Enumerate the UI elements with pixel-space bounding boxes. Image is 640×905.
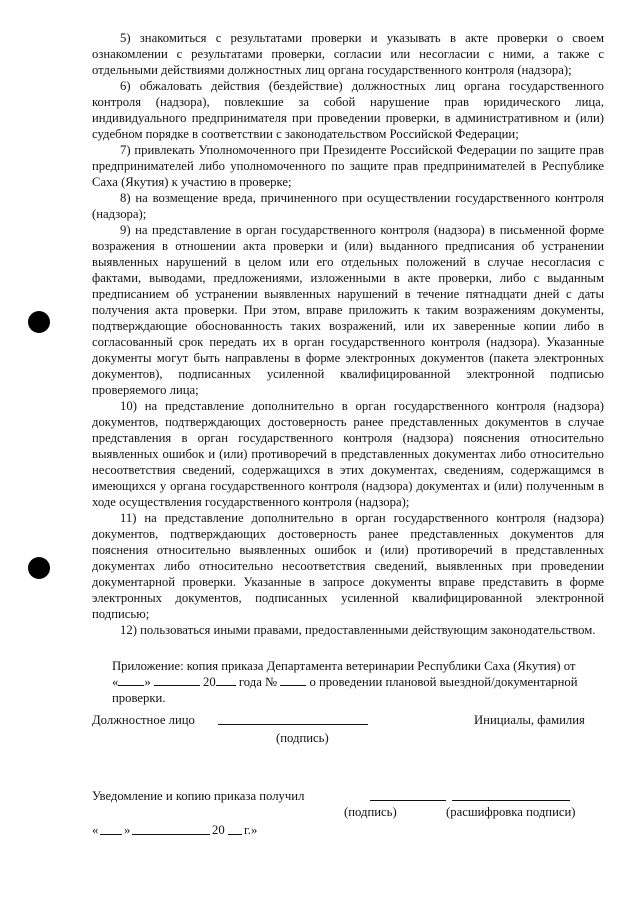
date-year-suffix: г.» xyxy=(244,823,258,837)
rights-item-12: 12) пользоваться иными правами, предоставленными действующим законодательством. xyxy=(120,623,596,637)
receipt-decoding-line xyxy=(452,788,570,801)
receipt-label: Уведомление и копию приказа получил xyxy=(92,789,305,803)
appendix-line-2: « » 20 года № о проведении плановой выездной/документарной xyxy=(112,675,578,689)
date-year-prefix: 20 xyxy=(212,823,225,837)
signature-caption: (подпись) xyxy=(276,731,329,745)
hole-punch xyxy=(28,557,50,579)
year-blank xyxy=(216,674,236,686)
rights-item-6: 6) обжаловать действия (бездействие) должностных лиц органа государственного контроля (надзора), повлекшие за собой нарушение прав юридического лица, индивидуального предпринимателя при проведении проверки, в административном и (или) судебном порядке в соответствии с законодательством Российской Федерации; xyxy=(92,79,604,141)
rights-item-9: 9) на представление в орган государственного контроля (надзора) в письменной форме возражения в отношении акта проверки и (или) выданного предписания об устранении выявленных нарушений в целом или его отдельных положений в случае несогласия с фактами, выводами, предложениями, изложенными в акте проверки, либо с выданным предписанием об устранении выявленных нарушений в течение пятнадцати дней с даты получения акта проверки. При этом, вправе приложить к таким возражениям документы, подтверждающие обоснованность таких возражений, или их заверенные копии либо в согласованный срок передать их в орган государственного контроля (надзора). Указанные документы могут быть направлены в форме электронных документов (пакета электронных документов), подписанных усиленной квалифицированной электронной подписью проверяемого лица; xyxy=(92,223,604,397)
receipt-decoding-caption: (расшифровка подписи) xyxy=(446,805,576,819)
initials-label: Инициалы, фамилия xyxy=(474,713,585,727)
official-label: Должностное лицо xyxy=(92,713,195,727)
official-signature-line xyxy=(218,712,368,725)
rights-item-10: 10) на представление дополнительно в орган государственного контроля (надзора) документов, подтверждающих достоверность ранее представленных документов в случае представления в орган государственного контроля (надзора) пояснения относительно выявленных ошибок и (или) противоречий в представленных документах либо относительно несоответствия сведений, содержащихся в этих документах, сведениям, содержащимся в имеющихся у органа государственного контроля (надзора) документах и (или) полученным в ходе осуществления государственного контроля (надзора); xyxy=(92,399,604,509)
rights-item-5: 5) знакомиться с результатами проверки и указывать в акте проверки о своем ознакомлении с результатами проверки, согласии или несогласии с ними, а также с отдельными действиями должностных лиц органа государственного контроля (надзора); xyxy=(92,31,604,77)
day-blank xyxy=(118,674,144,686)
receipt-signature-caption: (подпись) xyxy=(344,805,397,819)
date-month-blank xyxy=(132,822,210,835)
rights-item-7: 7) привлекать Уполномоченного при Президенте Российской Федерации по защите прав предпринимателей либо уполномоченного по защите прав предпринимателей в Республике Саха (Якутия) к участию в проверке; xyxy=(92,143,604,189)
hole-punch xyxy=(28,311,50,333)
order-number-blank xyxy=(280,674,306,686)
appendix-note xyxy=(92,658,604,706)
rights-item-8: 8) на возмещение вреда, причиненного при осуществлении государственного контроля (надзора); xyxy=(92,191,604,221)
date-close-quote: » xyxy=(124,823,131,837)
rights-item-11: 11) на представление дополнительно в орган государственного контроля (надзора) документов, подтверждающих достоверность ранее представленных документов для пояснения относительно выявленных ошибок и (или) противоречий в представленных документах либо относительно несоответствия сведений, выявленных при проведении документарной проверки. Указанные в запросе документы вправе представить в форме электронных документов, подписанных усиленной квалифицированной электронной подписью; xyxy=(92,511,604,621)
month-blank xyxy=(154,674,200,686)
appendix-line-3: проверки. xyxy=(112,691,166,705)
date-day-blank xyxy=(100,822,122,835)
receipt-signature-line xyxy=(370,788,446,801)
document-page xyxy=(92,30,604,706)
date-open-quote: « xyxy=(92,823,99,837)
appendix-line-1: Приложение: копия приказа Департамента ветеринарии Республики Саха (Якутия) от xyxy=(112,659,576,673)
date-year-blank xyxy=(228,822,242,835)
